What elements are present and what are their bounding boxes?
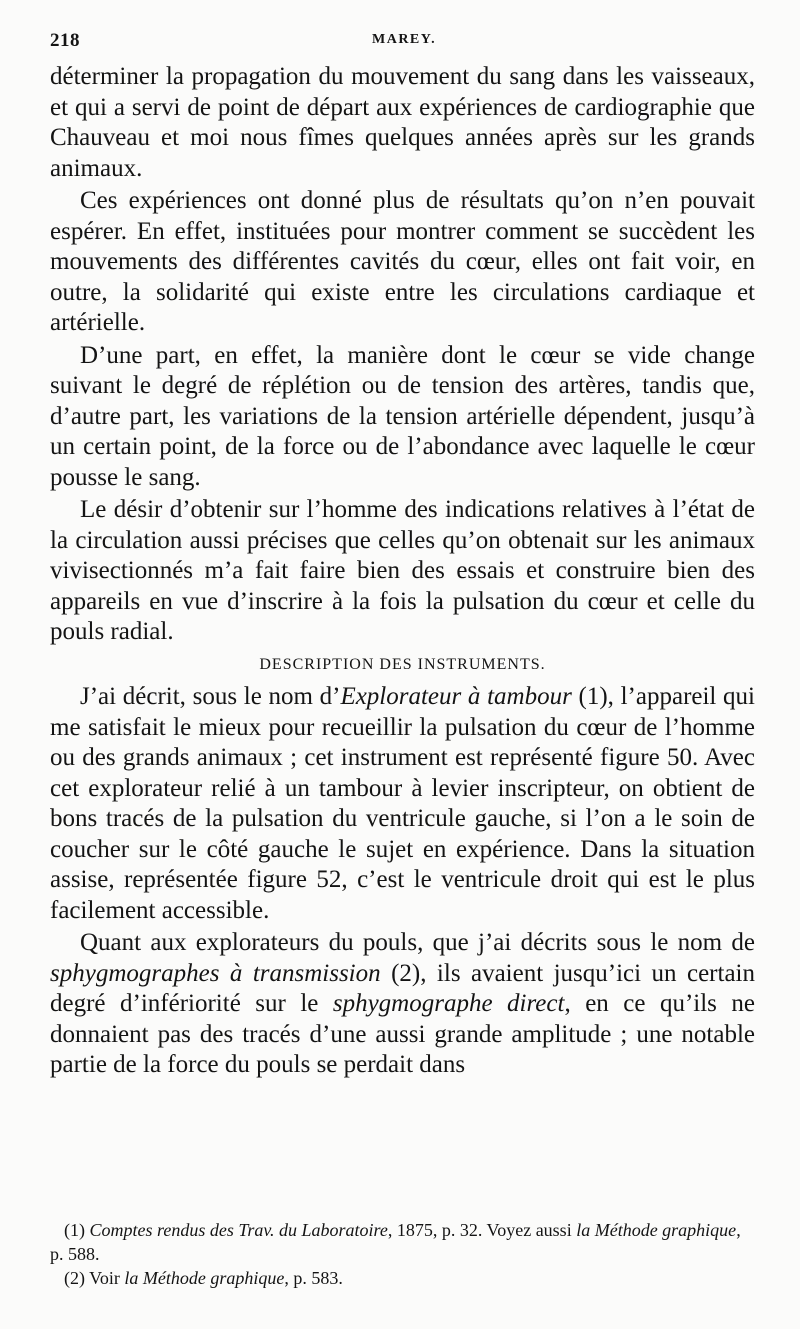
paragraph-5 bbox=[50, 682, 755, 926]
footnote-1-marker: (1) bbox=[64, 1220, 85, 1240]
footnote-2-marker: (2) bbox=[64, 1268, 85, 1288]
paragraph-5-text-b: (1), l’appareil qui me satisfait le mieux pour recueillir la pulsation du cœur de l’homme ou des grands animaux ; cet instrument est représenté figure 50. Avec cet explorateur relié à un tambour à levier inscripteur, on obtient de bons tracés de la pulsation du ventricule gauche, si l’on a le soin de coucher sur le côté gauche le sujet en expérience. Dans la situation assise, représentée figure 52, c’est le ventricule droit qui est le plus facilement accessible. bbox=[50, 683, 756, 924]
paragraph-3: D’une part, en effet, la manière dont le cœur se vide change suivant le degré de réplétion ou de tension des artères, tandis que, d’autre part, les variations de la tension artérielle dépendent, jusqu’à un certain point, de la force ou de l’abondance avec laquelle le cœur pousse le sang. bbox=[50, 341, 755, 491]
footnote-1-text-b: , p. 588. bbox=[50, 1220, 741, 1264]
paragraph-6-text-c: , en ce qu’ils ne donnaient pas des tracés d’une aussi grande amplitude ; une notable partie de la force du pouls se perdait dans bbox=[50, 990, 755, 1078]
footnote-1 bbox=[50, 1218, 755, 1266]
footnote-2-text-a: Voir bbox=[85, 1268, 125, 1288]
footnote-2-italic: la Méthode graphique bbox=[124, 1268, 285, 1288]
paragraph-6-italic-b: sphygmographe direct bbox=[332, 990, 565, 1017]
body-text bbox=[50, 62, 755, 1083]
running-head: MAREY. bbox=[372, 32, 437, 47]
paragraph-6-text-b: (2), ils avaient jusqu’ici un certain degré d’infériorité sur le bbox=[50, 959, 755, 1017]
paragraph-2: Ces expériences ont donné plus de résultats qu’on n’en pouvait espérer. En effet, instituées pour montrer comment se succèdent les mouvements des différentes cavités du cœur, elles ont fait voir, en outre, la solidarité qui existe entre les circulations cardiaque et artérielle. bbox=[50, 187, 755, 336]
paragraph-5-italic: Explorateur à tambour bbox=[340, 683, 572, 710]
paragraph-1: déterminer la propagation du mouvement du sang dans les vaisseaux, et qui a servi de point de départ aux expériences de cardiographie que Chauveau et moi nous fîmes quelques années après sur les grands animaux. bbox=[50, 63, 755, 182]
paragraph-4: Le désir d’obtenir sur l’homme des indications relatives à l’état de la circulation aussi précises que celles qu’on obtenait sur les animaux vivisectionnés m’a fait faire bien des essais et construire bien des appareils en vue d’inscrire à la fois la pulsation du cœur et celle du pouls radial. bbox=[50, 496, 755, 645]
paragraph-6-text-a: Quant aux explorateurs du pouls, que j’ai décrits sous le nom de bbox=[80, 929, 755, 956]
footnote-1-text-a: , 1875, p. 32. Voyez aussi bbox=[387, 1220, 577, 1240]
page-header bbox=[50, 30, 755, 56]
section-heading: DESCRIPTION DES INSTRUMENTS. bbox=[259, 655, 546, 673]
footnote-2 bbox=[50, 1266, 755, 1290]
paragraph-5-text-a: J’ai décrit, sous le nom d’ bbox=[80, 683, 341, 710]
footnotes bbox=[50, 1218, 755, 1290]
paragraph-6-italic-a: sphygmographes à transmission bbox=[50, 959, 381, 987]
page-number: 218 bbox=[50, 30, 80, 51]
footnote-1-italic-a: Comptes rendus des Trav. du Laboratoire bbox=[89, 1220, 388, 1240]
footnote-1-italic-b: la Méthode graphique bbox=[576, 1220, 737, 1240]
footnote-2-text-b: , p. 583. bbox=[284, 1268, 343, 1288]
paragraph-6 bbox=[50, 928, 755, 1081]
